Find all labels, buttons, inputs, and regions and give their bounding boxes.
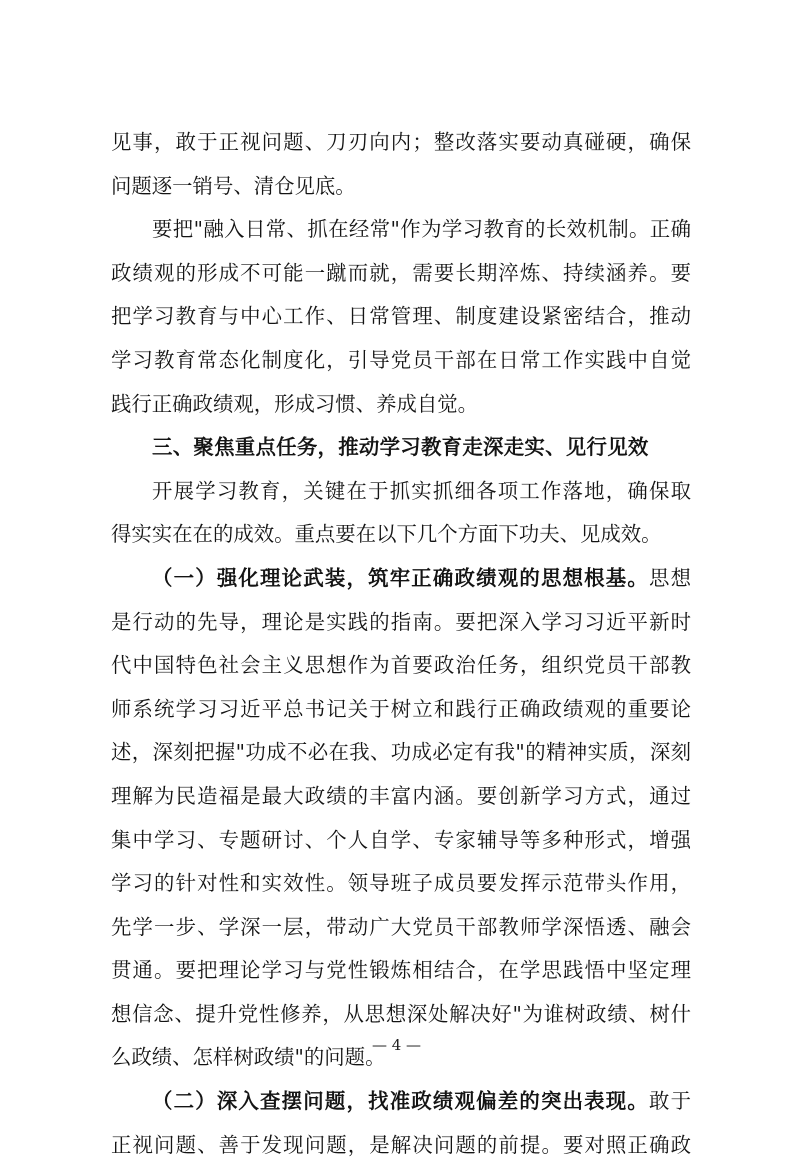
body-text-line: 开展学习教育，关键在于抓实抓细各项工作落地，确保取: [152, 478, 691, 503]
subsection-lead: （二）深入查摆问题，找准政绩观偏差的突出表现。: [152, 1089, 649, 1114]
body-text-line: 践行正确政绩观，形成习惯、养成自觉。: [111, 391, 479, 416]
body-text-line: 述，深刻把握"功成不必在我、功成必定有我"的精神实质，深刻: [111, 740, 691, 765]
body-text-line: [111, 1080, 691, 1124]
body-text-line: 代中国特色社会主义思想作为首要政治任务，组织党员干部教: [111, 653, 691, 678]
body-text-fragment: 思想: [649, 565, 691, 590]
body-text-line: 问题逐一销号、清仓见底。: [111, 173, 356, 198]
body-text-line: 师系统学习习近平总书记关于树立和践行正确政绩观的重要论: [111, 696, 691, 721]
body-text-line: 正视问题、善于发现问题，是解决问题的前提。要对照正确政: [111, 1132, 691, 1157]
body-text-line: 政绩观的形成不可能一蹴而就，需要长期淬炼、持续涵养。要: [111, 260, 691, 285]
body-text-line: 先学一步、学深一层，带动广大党员干部教师学深悟透、融会: [111, 914, 691, 939]
document-body: [111, 121, 691, 1167]
body-text-line: 得实实在在的成效。重点要在以下几个方面下功夫、见成效。: [111, 522, 662, 547]
body-text-fragment: 敢于: [649, 1089, 691, 1114]
body-text-line: 贯通。要把理论学习与党性锻炼相结合，在学思践悟中坚定理: [111, 958, 691, 983]
body-text-line: 学习教育常态化制度化，引导党员干部在日常工作实践中自觉: [111, 347, 691, 372]
body-text-line: 要把"融入日常、抓在经常"作为学习教育的长效机制。正确: [152, 217, 691, 242]
body-text-line: [111, 557, 691, 601]
section-heading: 三、聚焦重点任务，推动学习教育走深走实、见行见效: [152, 435, 649, 460]
body-text-line: 想信念、提升党性修养，从思想深处解决好"为谁树政绩、树什: [111, 1001, 691, 1026]
body-text-line: 理解为民造福是最大政绩的丰富内涵。要创新学习方式，通过: [111, 783, 691, 808]
body-text-line: 见事，敢于正视问题、刀刃向内；整改落实要动真碰硬，确保: [111, 130, 691, 154]
body-text-line: 集中学习、专题研讨、个人自学、专家辅导等多种形式，增强: [111, 827, 691, 852]
body-text-line: 是行动的先导，理论是实践的指南。要把深入学习习近平新时: [111, 609, 691, 634]
page-number: — 4 —: [371, 1036, 422, 1054]
body-text-line: 把学习教育与中心工作、日常管理、制度建设紧密结合，推动: [111, 304, 691, 329]
body-text-line: 学习的针对性和实效性。领导班子成员要发挥示范带头作用，: [111, 871, 691, 896]
subsection-lead: （一）强化理论武装，筑牢正确政绩观的思想根基。: [152, 565, 649, 590]
body-text-line: 么政绩、怎样树政绩"的问题。: [111, 1045, 386, 1070]
